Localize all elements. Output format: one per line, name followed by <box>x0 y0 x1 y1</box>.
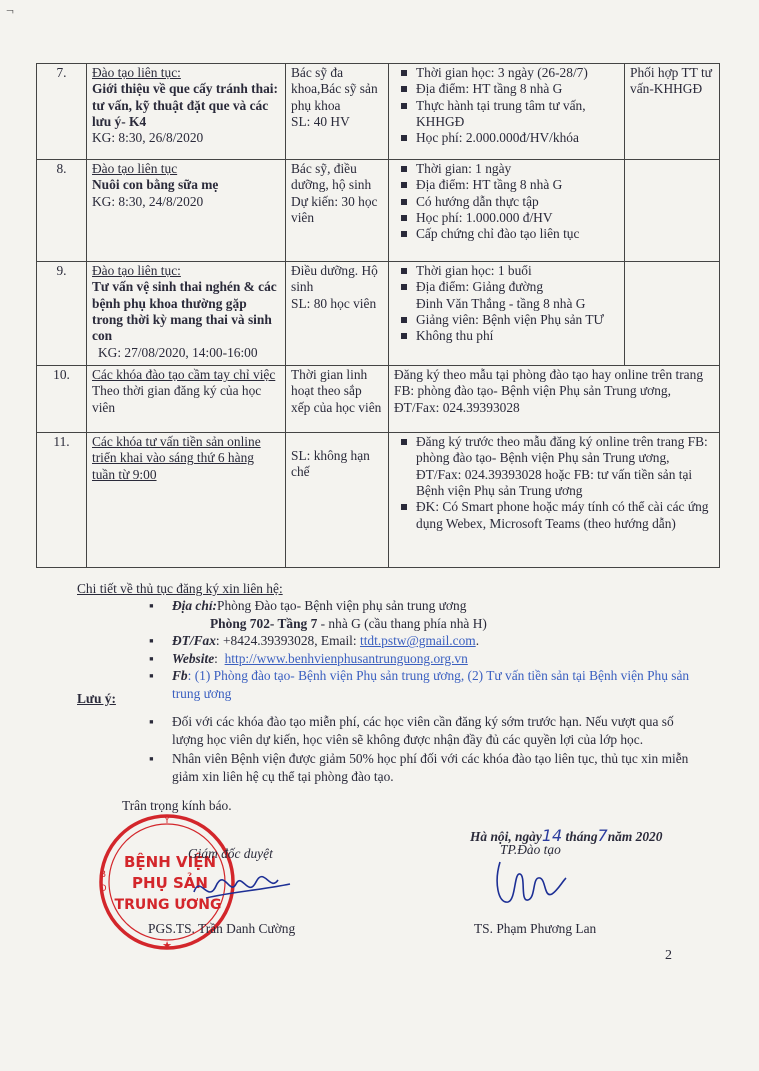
bullet-icon: ▪ <box>149 633 154 649</box>
row-number: 11. <box>37 433 87 568</box>
audience-cell <box>286 433 389 568</box>
detail-item: Địa điểm: HT tầng 8 nhà G <box>394 177 619 193</box>
course-cell <box>87 433 286 568</box>
row-number: 7. <box>37 64 87 160</box>
detail-item: Cấp chứng chỉ đào tạo liên tục <box>394 226 619 242</box>
note-item <box>77 750 697 785</box>
details-cell <box>389 64 625 160</box>
head-title: TP.Đào tạo <box>500 842 561 857</box>
table-row <box>37 433 720 568</box>
audience-line: Thời gian linh hoạt theo sắp xếp của học viên <box>291 367 382 415</box>
audience-line: Điều dưỡng. Hộ sinh <box>291 263 378 295</box>
detail-continuation <box>394 296 619 312</box>
phone-label: ĐT/Fax <box>172 633 216 649</box>
row-number: 8. <box>37 160 87 262</box>
details-cell <box>389 160 625 262</box>
contact-website: ▪ Website: http://www.benhvienphusantrunguong.org.vn <box>149 650 468 666</box>
row-number: 10. <box>37 366 87 433</box>
notes-section <box>77 690 697 785</box>
audience-cell <box>286 160 389 262</box>
detail-item: Học phí: 1.000.000 đ/HV <box>394 210 619 226</box>
audience-line: SL: không hạn chế <box>291 448 370 480</box>
star-icon: ★ <box>162 940 172 952</box>
address-label: Địa chỉ: <box>172 598 218 614</box>
course-cell <box>87 262 286 366</box>
stamp-text: TRUNG ƯƠNG <box>114 897 222 913</box>
month-word: tháng <box>565 829 598 844</box>
stamp-letter: O <box>99 884 107 894</box>
email-link[interactable]: ttdt.pstw@gmail.com <box>359 633 476 649</box>
website-link[interactable]: http://www.benhvienphusantrunguong.org.vn <box>224 650 468 666</box>
detail-item: Học phí: 2.000.000đ/HV/khóa <box>394 130 619 146</box>
course-label: Các khóa tư vấn tiền sản online triển khai vào sáng thứ 6 hàng tuần từ 9:00 <box>92 434 261 482</box>
detail-item: Có hướng dẫn thực tập <box>394 194 619 210</box>
bullet-icon: ▪ <box>149 751 154 767</box>
audience-cell <box>286 262 389 366</box>
bullet-icon: ▪ <box>149 598 154 614</box>
contact-room <box>77 615 717 632</box>
detail-item: Thời gian học: 1 buổi <box>394 263 619 279</box>
details-cell <box>389 366 720 433</box>
fb-label: Fb <box>172 668 188 684</box>
fb-text: : (1) Phòng đào tạo- Bệnh viện Phụ sản trung ương, (2) Tư vấn tiền sản tại Bệnh viện Phụ sản trung ương <box>172 668 690 701</box>
course-label: Các khóa đào tạo cầm tay chỉ việc <box>92 367 276 382</box>
place-date <box>470 826 662 845</box>
table-row <box>37 366 720 433</box>
course-schedule-table <box>36 63 720 568</box>
detail-item: Địa điểm: HT tầng 8 nhà G <box>394 81 619 97</box>
place-text: Hà nội, ngày <box>470 829 542 844</box>
stamp-letter: Y <box>164 816 170 826</box>
detail-item: Thời gian: 1 ngày <box>394 161 619 177</box>
notes-heading: Lưu ý: <box>77 691 116 706</box>
handwritten-day: 14 <box>541 826 563 845</box>
detail-item: Thời gian học: 3 ngày (26-28/7) <box>394 65 619 81</box>
course-label: Đào tạo liên tục: <box>92 65 181 80</box>
audience-line: Bác sỹ đa khoa,Bác sỹ sản phụ khoa <box>291 65 378 113</box>
audience-line: Bác sỹ, điều dưỡng, hộ sinh <box>291 161 372 193</box>
bullet-icon: ▪ <box>149 668 154 684</box>
head-name: TS. Phạm Phương Lan <box>474 921 597 936</box>
year-text: năm 2020 <box>607 829 663 844</box>
audience-line: SL: 40 HV <box>291 114 350 130</box>
course-title: Nuôi con bằng sữa mẹ <box>92 177 219 193</box>
stamp-letter: B <box>99 870 107 880</box>
details-cell <box>389 433 720 568</box>
note-text: Đối với các khóa đào tạo miễn phí, các học viên cần đăng ký sớm trước hạn. Nếu vượt qua số lượng học viên dự kiến, học viên sẽ không được nhận đầy đủ các quyền lợi của lớp học. <box>172 714 674 747</box>
audience-line: Dự kiến: 30 học viên <box>291 193 378 226</box>
course-cell <box>87 366 286 433</box>
director-name: PGS.TS. Trần Danh Cường <box>148 921 296 936</box>
detail-item: Không thu phí <box>394 328 619 344</box>
details-text: Đăng ký theo mẫu tại phòng đào tạo hay online trên trang FB: phòng đào tạo- Bệnh viện Phụ sản Trung ương, ĐT/Fax: 024.39393028 <box>394 367 704 415</box>
course-label: Đào tạo liên tục <box>92 161 178 176</box>
note-cell: Phối hợp TT tư vấn-KHHGĐ <box>625 64 720 160</box>
table-row <box>37 64 720 160</box>
director-title: Giám đốc duyệt <box>188 846 273 861</box>
detail-item: Thực hành tại trung tâm tư vấn, KHHGĐ <box>394 98 619 131</box>
detail-item: Đăng ký trước theo mẫu đăng ký online trên trang FB: phòng đào tạo- Bệnh viện Phụ sản Trung ương, ĐT/Fax: 024.39393028 hoặc FB: tư vấn tiền sản tại Bệnh viện Phụ sản Trung ương <box>394 434 714 499</box>
greeting: Trân trọng kính báo. <box>122 798 232 813</box>
detail-item: Giảng viên: Bệnh viện Phụ sản TƯ <box>394 312 619 328</box>
bullet-icon: ▪ <box>149 650 154 666</box>
room-rest: - nhà G (cầu thang phía nhà H) <box>317 615 487 631</box>
note-cell <box>625 262 720 366</box>
contact-address <box>77 597 717 614</box>
bullet-icon: ▪ <box>149 714 154 730</box>
course-label: Đào tạo liên tục: <box>92 263 181 278</box>
course-title: Tư vấn vệ sinh thai nghén & các bệnh phụ khoa thường gặp trong thời kỳ mang thai và sinh con <box>92 279 277 344</box>
course-schedule: KG: 27/08/2020, 14:00-16:00 <box>98 344 258 360</box>
corner-mark: ¬ <box>6 4 14 19</box>
head-signature <box>490 852 570 914</box>
course-schedule: Theo thời gian đăng ký của học viên <box>92 383 262 415</box>
row-number: 9. <box>37 262 87 366</box>
contact-section <box>77 580 717 702</box>
audience-cell <box>286 366 389 433</box>
course-schedule: KG: 8:30, 26/8/2020 <box>92 130 204 146</box>
website-label: Website <box>172 650 215 666</box>
page-number: 2 <box>665 948 672 963</box>
stamp-text: BỆNH VIỆN <box>124 853 216 871</box>
director-signature <box>186 862 296 912</box>
detail-continuation-text: Đinh Văn Thắng - tầng 8 nhà G <box>416 295 586 311</box>
table-row <box>37 262 720 366</box>
address-text: Phòng Đào tạo- Bệnh viện phụ sản trung ương <box>217 598 467 614</box>
details-cell <box>389 262 625 366</box>
handwritten-month: 7 <box>597 826 608 845</box>
note-text: Nhân viên Bệnh viện được giảm 50% học phí đối với các khóa đào tạo liên tục, thủ tục xin miễn giảm xin liên hệ cụ thể tại phòng đào tạo. <box>172 751 689 784</box>
audience-line: SL: 80 học viên <box>291 295 377 311</box>
phone-text: : +8424.39393028, Email: <box>215 633 360 649</box>
contact-phone: ▪ ĐT/Fax: +8424.39393028, Email: ttdt.pstw@gmail.com. <box>149 633 480 649</box>
audience-cell <box>286 64 389 160</box>
note-item <box>77 713 697 748</box>
course-schedule: KG: 8:30, 24/8/2020 <box>92 193 204 209</box>
course-cell <box>87 160 286 262</box>
detail-item: ĐK: Có Smart phone hoặc máy tính có thể cài các ứng dụng Webex, Microsoft Teams (theo hướng dẫn) <box>394 499 714 532</box>
contact-heading: Chi tiết về thủ tục đăng ký xin liên hệ: <box>77 581 283 596</box>
stamp-text: PHỤ SẢN <box>132 874 208 892</box>
detail-item: Địa điểm: Giảng đường <box>394 279 619 295</box>
course-cell <box>87 64 286 160</box>
note-cell <box>625 160 720 262</box>
table-row <box>37 160 720 262</box>
course-title: Giới thiệu về que cấy tránh thai: tư vấn, kỹ thuật đặt que và các lưu ý- K4 <box>92 81 278 130</box>
room-text: Phòng 702- Tầng 7 <box>210 615 318 631</box>
